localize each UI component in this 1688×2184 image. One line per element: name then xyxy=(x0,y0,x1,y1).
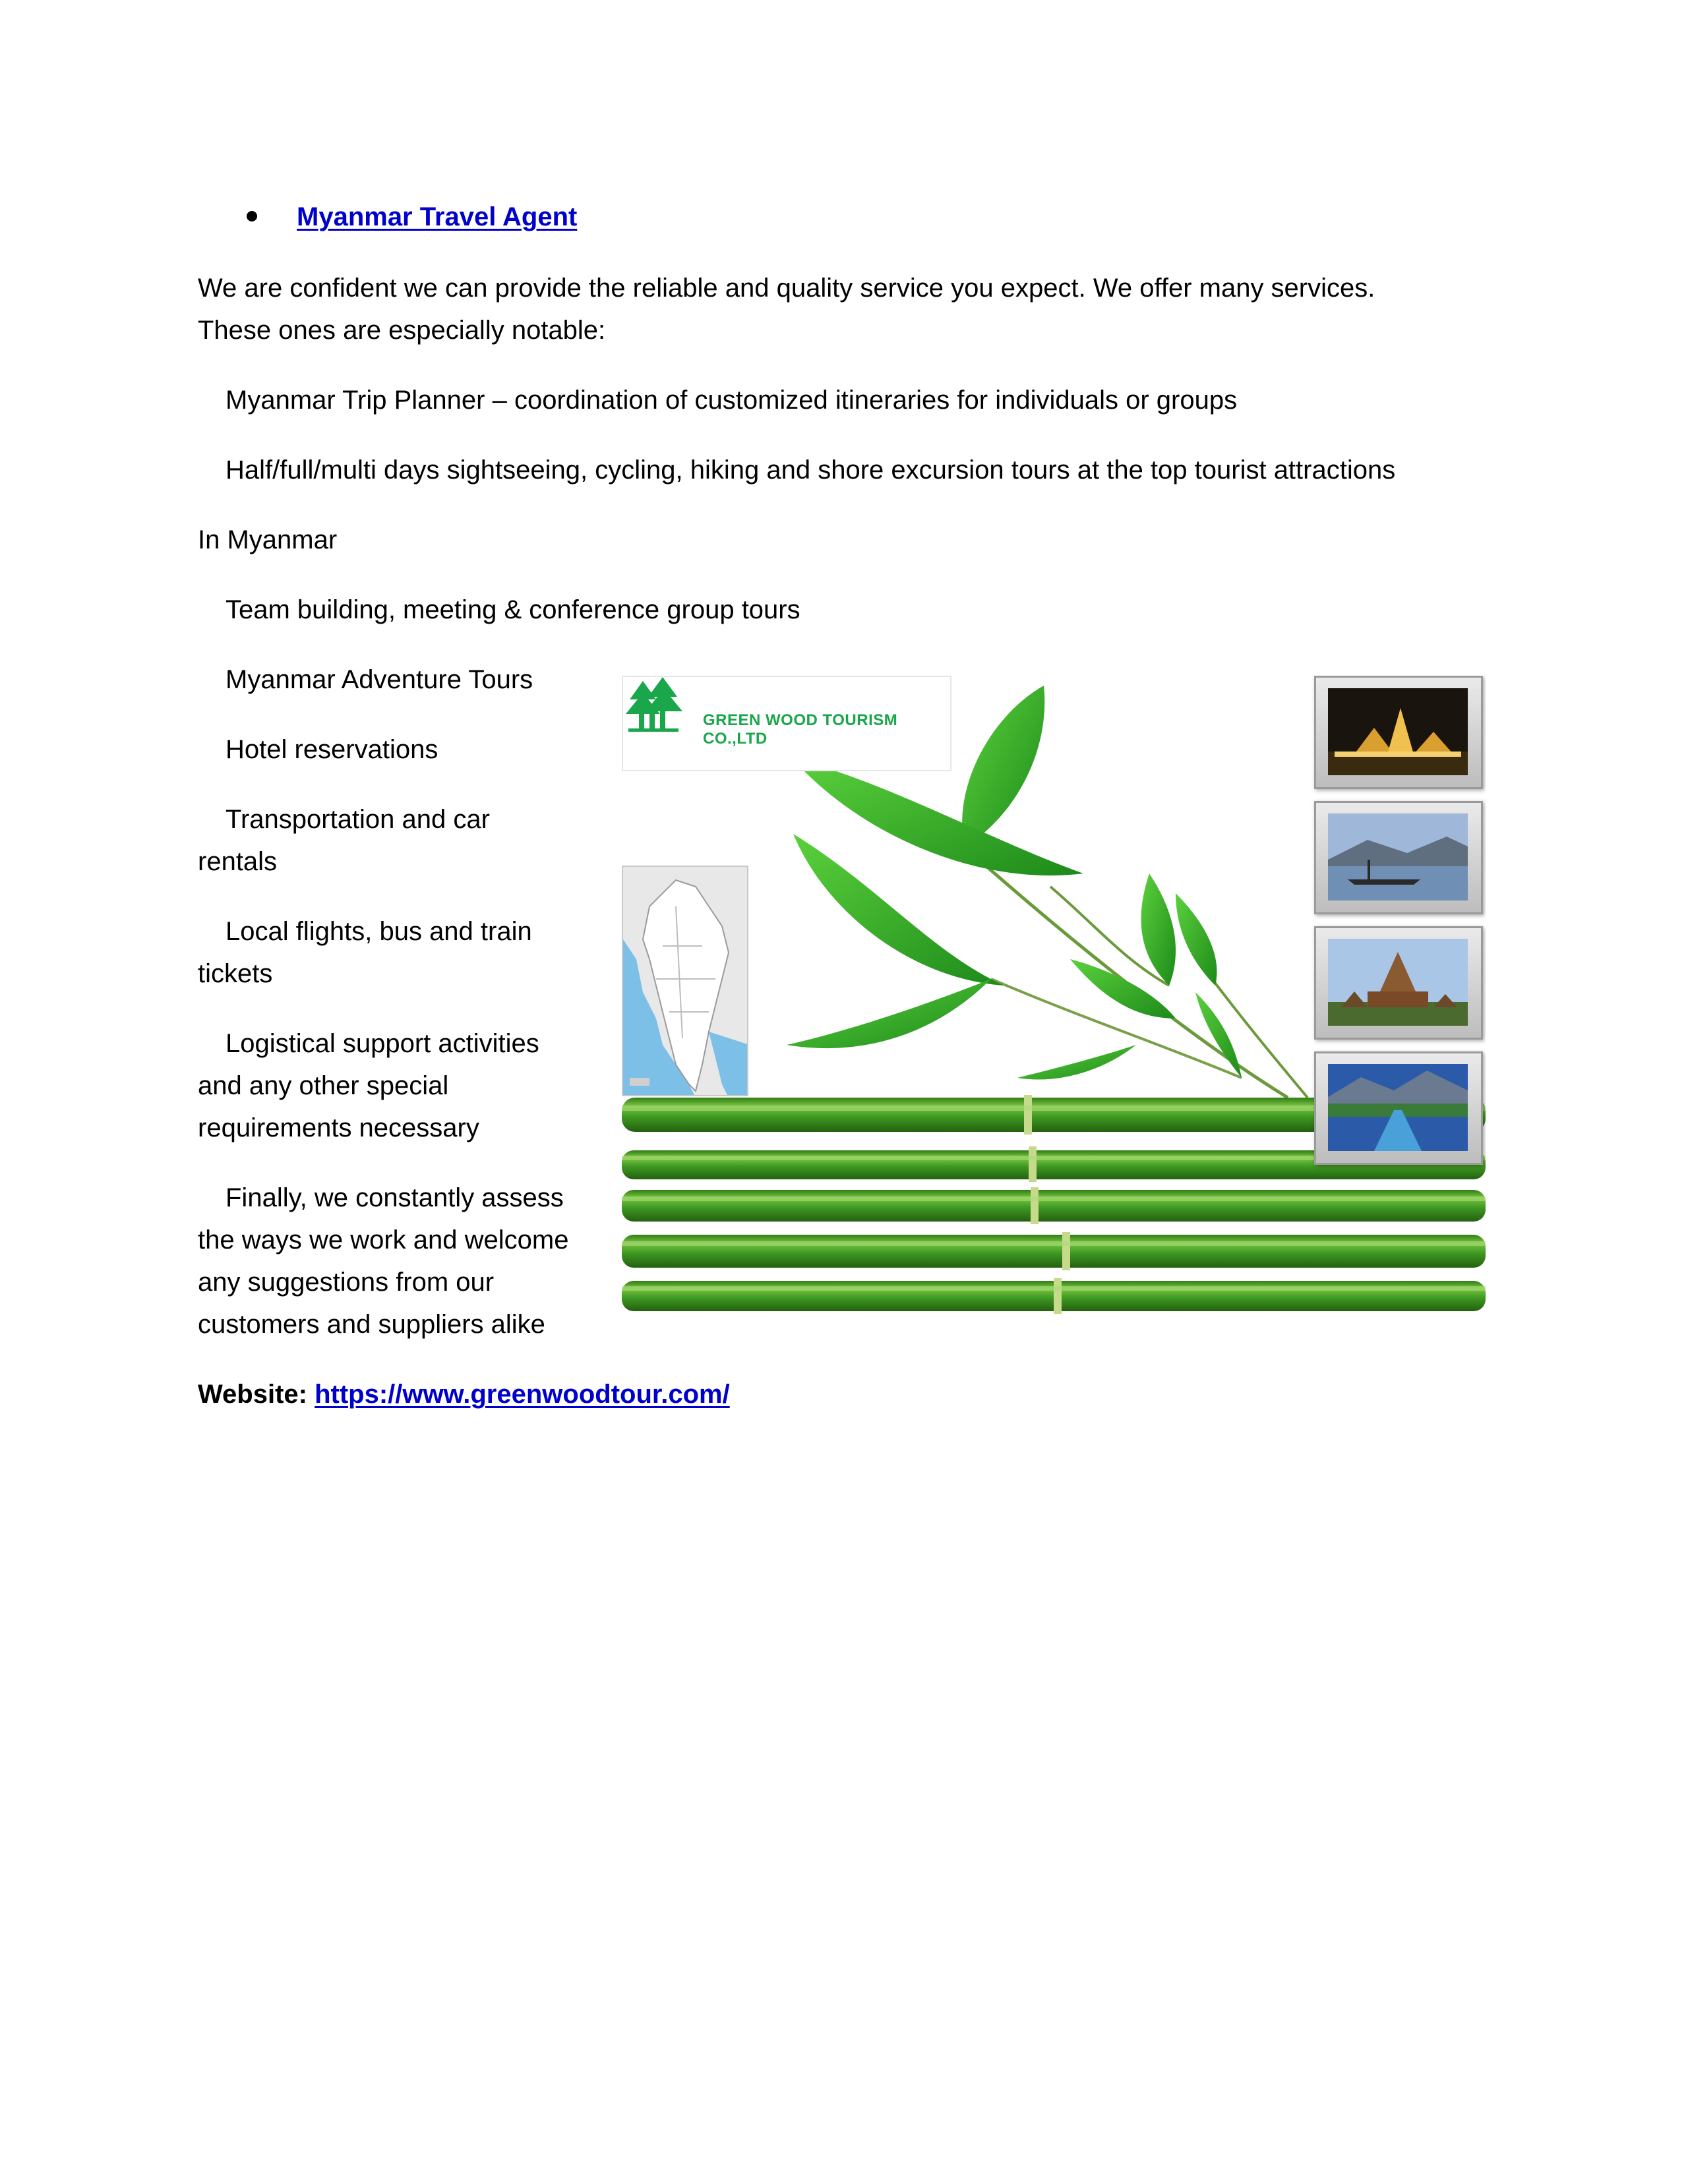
company-logo-text: GREEN WOOD TOURISM CO.,LTD xyxy=(703,711,898,748)
item-adventure-tours: Myanmar Adventure Tours xyxy=(226,665,533,694)
intro-line-1: We are confident we can provide the reliable and quality service you expect. We offer many services. xyxy=(198,274,1375,303)
item-transport-line-1: Transportation and car xyxy=(226,805,490,834)
finally-line-1: Finally, we constantly assess xyxy=(226,1183,564,1212)
intro-line-2: These ones are especially notable: xyxy=(198,316,606,345)
tree-logo-icon xyxy=(623,677,684,732)
heading-link-wrapper xyxy=(297,196,577,238)
item-logistics-line-2: and any other special xyxy=(198,1071,449,1100)
item-hotel: Hotel reservations xyxy=(226,735,438,764)
thumbnail-bagan-temple xyxy=(1314,926,1483,1040)
website-url-link[interactable]: https://www.greenwoodtour.com/ xyxy=(315,1380,730,1409)
thumbnail-lake-boat xyxy=(1314,801,1483,914)
finally-line-2: the ways we work and welcome xyxy=(198,1225,569,1254)
item-trip-planner: Myanmar Trip Planner – coordination of customized itineraries for individuals or groups xyxy=(226,386,1238,415)
myanmar-travel-agent-link[interactable]: Myanmar Travel Agent xyxy=(297,202,578,231)
item-tours-line-1: Half/full/multi days sightseeing, cycling, hiking and shore excursion tours at the top tourist attractions xyxy=(226,456,1396,485)
thumbnail-pagoda-night xyxy=(1314,676,1483,789)
item-logistics-line-3: requirements necessary xyxy=(198,1113,479,1142)
website-label: Website: xyxy=(198,1380,307,1409)
item-logistics-line-1: Logistical support activities xyxy=(226,1029,539,1058)
finally-line-4: customers and suppliers alike xyxy=(198,1310,545,1339)
company-collage-image xyxy=(622,676,1486,1325)
item-tours-line-2: In Myanmar xyxy=(198,525,338,554)
thumbnail-palace-moat xyxy=(1314,1051,1483,1165)
bullet-icon xyxy=(247,211,257,221)
company-logo xyxy=(622,676,951,771)
finally-line-3: any suggestions from our xyxy=(198,1268,495,1297)
item-flights-line-2: tickets xyxy=(198,959,273,988)
myanmar-map-image xyxy=(622,866,748,1096)
website-line xyxy=(198,1373,730,1415)
item-transport-line-2: rentals xyxy=(198,847,278,876)
item-team-building: Team building, meeting & conference group tours xyxy=(226,595,800,624)
item-flights-line-1: Local flights, bus and train xyxy=(226,917,532,946)
